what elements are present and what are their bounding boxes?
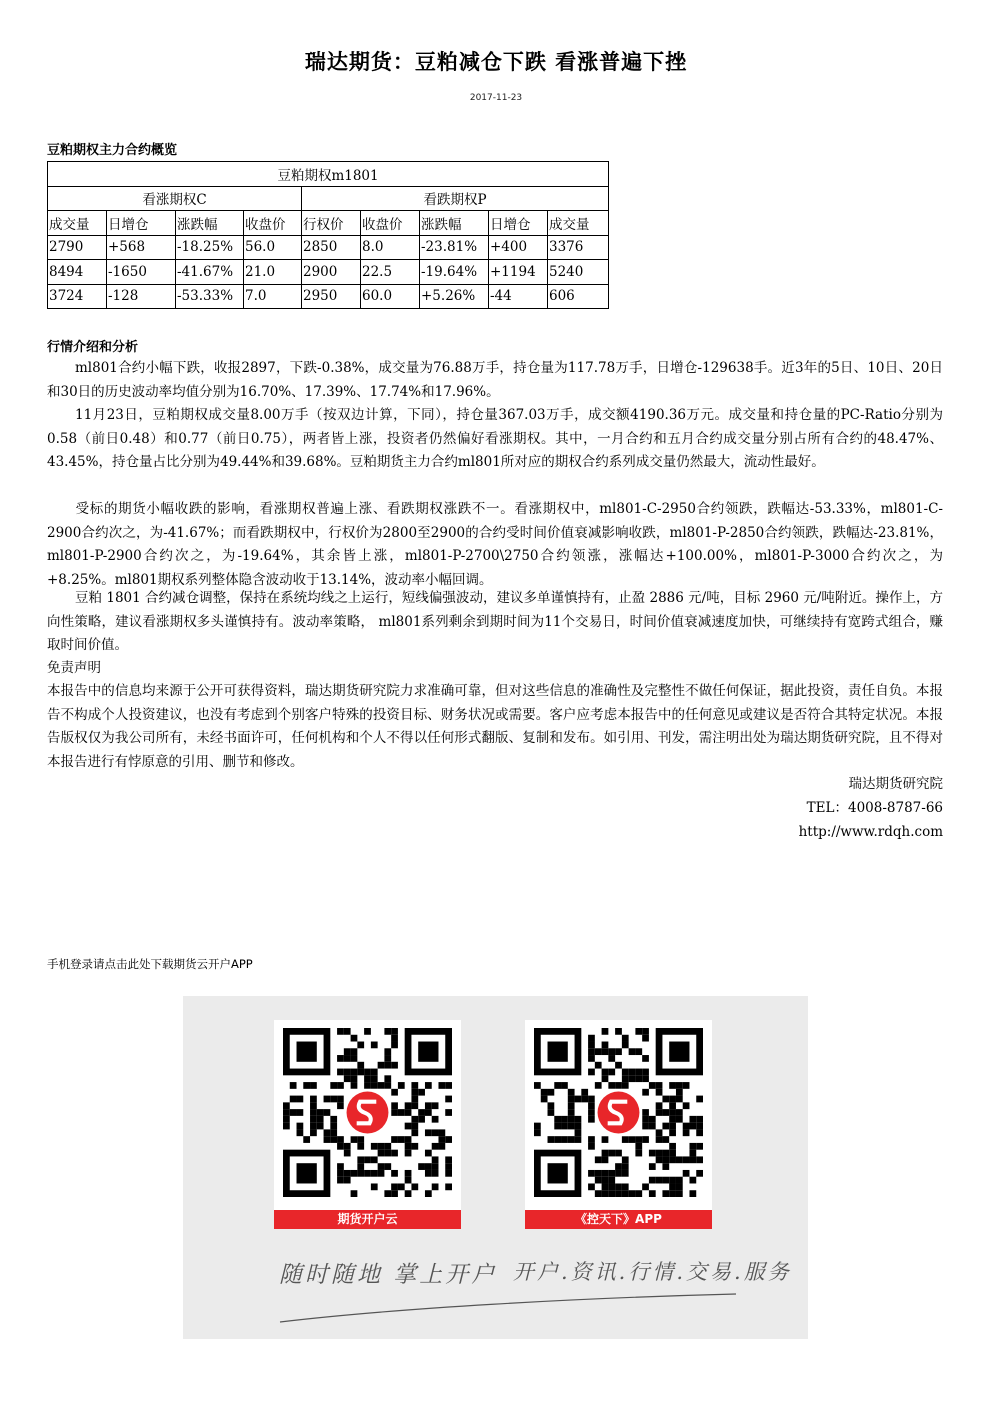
- qr-card-left[interactable]: [274, 1020, 461, 1229]
- column-header: 收盘价: [361, 211, 420, 236]
- table-cell: 2950: [302, 284, 361, 309]
- table-cell: +400: [489, 235, 548, 260]
- column-header: 日增仓: [489, 211, 548, 236]
- contact-org: 瑞达期货研究院: [848, 776, 943, 792]
- paragraph-text: ml801合约小幅下跌，收报2897，下跌-0.38%，成交量为76.88万手，持仓量为117.78万手，日增仓-129638手。近3年的5日、10日、20日和30日的历史波动率均值分别为16.70%、17.39%、17.74%和17.96%。: [47, 360, 943, 400]
- contact-url[interactable]: http://www.rdqh.com: [798, 824, 943, 840]
- table-cell: 8.0: [361, 235, 420, 260]
- ruida-logo-icon: [595, 1089, 642, 1136]
- table-group-row: [48, 186, 609, 211]
- paragraph-text: 受标的期货小幅收跌的影响，看涨期权普遍上涨、看跌期权涨跌不一。看涨期权中，ml801-C-2950合约领跌，跌幅达-53.33%，ml801-C-2900合约次之，为-41.67%；而看跌期权中，行权价为2800至2900的合约受时间价值衰减影响收跌，ml801-P-2850合约领跌，跌幅达-23.81%，ml801-P-2900合约次之，为-19.64%，其余皆上涨，ml801-P-2700\2750合约领涨，涨幅达+100.00%，ml801-P-3000合约次之，为+8.25%。ml801期权系列整体隐含波动收于13.14%，波动率小幅回调。: [47, 501, 943, 588]
- table-cell: -19.64%: [420, 260, 489, 285]
- qr-code-right: [534, 1028, 703, 1197]
- analysis-paragraph-4: [47, 587, 943, 658]
- table-cell: 2850: [302, 235, 361, 260]
- table-cell: +1194: [489, 260, 548, 285]
- table-cell: -41.67%: [176, 260, 244, 285]
- table-cell: 22.5: [361, 260, 420, 285]
- column-header: 涨跌幅: [420, 211, 489, 236]
- table-cell: 5240: [548, 260, 609, 285]
- page-title: 瑞达期货：豆粕减仓下跌 看涨普遍下挫: [304, 49, 688, 74]
- table-cell: -18.25%: [176, 235, 244, 260]
- paragraph-text: 豆粕 1801 合约减仓调整，保持在系统均线之上运行，短线偏强波动，建议多单谨慎持有，止盈 2886 元/吨，目标 2960 元/吨附近。操作上，方向性策略，建议看涨期权多头谨慎持有。波动率策略， ml801系列剩余到期时间为11个交易日，时间价值衰减速度加快，可继续持有宽跨式组合，赚取时间价值。: [47, 590, 943, 654]
- app-promo-banner: [183, 996, 808, 1339]
- table-cell: -23.81%: [420, 235, 489, 260]
- column-header: 日增仓: [107, 211, 176, 236]
- analysis-paragraph-3: [47, 498, 943, 592]
- table-row: [48, 235, 609, 260]
- table-cell: +568: [107, 235, 176, 260]
- disclaimer-heading: 免责声明: [47, 660, 101, 676]
- table-row: [48, 260, 609, 285]
- table-cell: -53.33%: [176, 284, 244, 309]
- table-cell: 8494: [48, 260, 107, 285]
- overview-heading: 豆粕期权主力合约概览: [47, 143, 178, 158]
- table-cell: -44: [489, 284, 548, 309]
- brush-stroke-decoration: [278, 1286, 738, 1326]
- table-title-cell: 豆粕期权m1801: [48, 162, 609, 187]
- qr-code-left: [283, 1028, 452, 1197]
- table-cell: -128: [107, 284, 176, 309]
- table-cell: 3376: [548, 235, 609, 260]
- contact-tel: TEL：4008-8787-66: [806, 800, 943, 816]
- options-table: [47, 161, 609, 309]
- table-cell: 3724: [48, 284, 107, 309]
- disclaimer-text: 本报告中的信息均来源于公开可获得资料，瑞达期货研究院力求准确可靠，但对这些信息的准确性及完整性不做任何保证，据此投资，责任自负。本报告不构成个人投资建议，也没有考虑到个别客户特殊的投资目标、财务状况或需要。客户应考虑本报告中的任何意见或建议是否符合其特定状况。本报告版权仅为我公司所有，未经书面许可，任何机构和个人不得以任何形式翻版、复制和发布。如引用、刊发，需注明出处为瑞达期货研究院，且不得对本报告进行有悖原意的引用、删节和修改。: [47, 683, 943, 770]
- column-header: 成交量: [548, 211, 609, 236]
- table-cell: -1650: [107, 260, 176, 285]
- table-cell: 21.0: [244, 260, 302, 285]
- analysis-paragraph-1: [47, 357, 943, 404]
- slogan-right: 开户.资讯.行情.交易.服务: [513, 1260, 792, 1284]
- report-date: 2017-11-23: [469, 93, 523, 103]
- analysis-heading: 行情介绍和分析: [47, 340, 139, 355]
- analysis-paragraph-2: [47, 404, 943, 475]
- table-header-row: [48, 211, 609, 236]
- slogan-left: 随时随地 掌上开户: [279, 1262, 498, 1288]
- paragraph-text: 11月23日，豆粕期权成交量8.00万手（按双边计算，下同），持仓量367.03万手，成交额4190.36万元。成交量和持仓量的PC-Ratio分别为0.58（前日0.48）和0.77（前日0.75），两者皆上涨，投资者仍然偏好看涨期权。其中，一月合约和五月合约成交量分别占所有合约的48.47%、43.45%，持仓量占比分别为49.44%和39.68%。豆粕期货主力合约ml801所对应的期权合约系列成交量仍然最大，流动性最好。: [47, 407, 943, 471]
- qr-right-label: 《控天下》APP: [525, 1210, 712, 1229]
- put-group-header: 看跌期权P: [302, 186, 609, 211]
- table-title-row: [48, 162, 609, 187]
- table-cell: 56.0: [244, 235, 302, 260]
- table-cell: +5.26%: [420, 284, 489, 309]
- qr-left-label: 期货开户云: [274, 1210, 461, 1229]
- column-header: 成交量: [48, 211, 107, 236]
- call-group-header: 看涨期权C: [48, 186, 302, 211]
- table-cell: 2900: [302, 260, 361, 285]
- column-header: 行权价: [302, 211, 361, 236]
- column-header: 收盘价: [244, 211, 302, 236]
- qr-card-right[interactable]: [525, 1020, 712, 1229]
- column-header: 涨跌幅: [176, 211, 244, 236]
- table-cell: 606: [548, 284, 609, 309]
- table-cell: 2790: [48, 235, 107, 260]
- app-download-link[interactable]: 手机登录请点击此处下载期货云开户APP: [47, 957, 253, 971]
- table-row: [48, 284, 609, 309]
- ruida-logo-icon: [344, 1089, 391, 1136]
- table-cell: 7.0: [244, 284, 302, 309]
- table-cell: 60.0: [361, 284, 420, 309]
